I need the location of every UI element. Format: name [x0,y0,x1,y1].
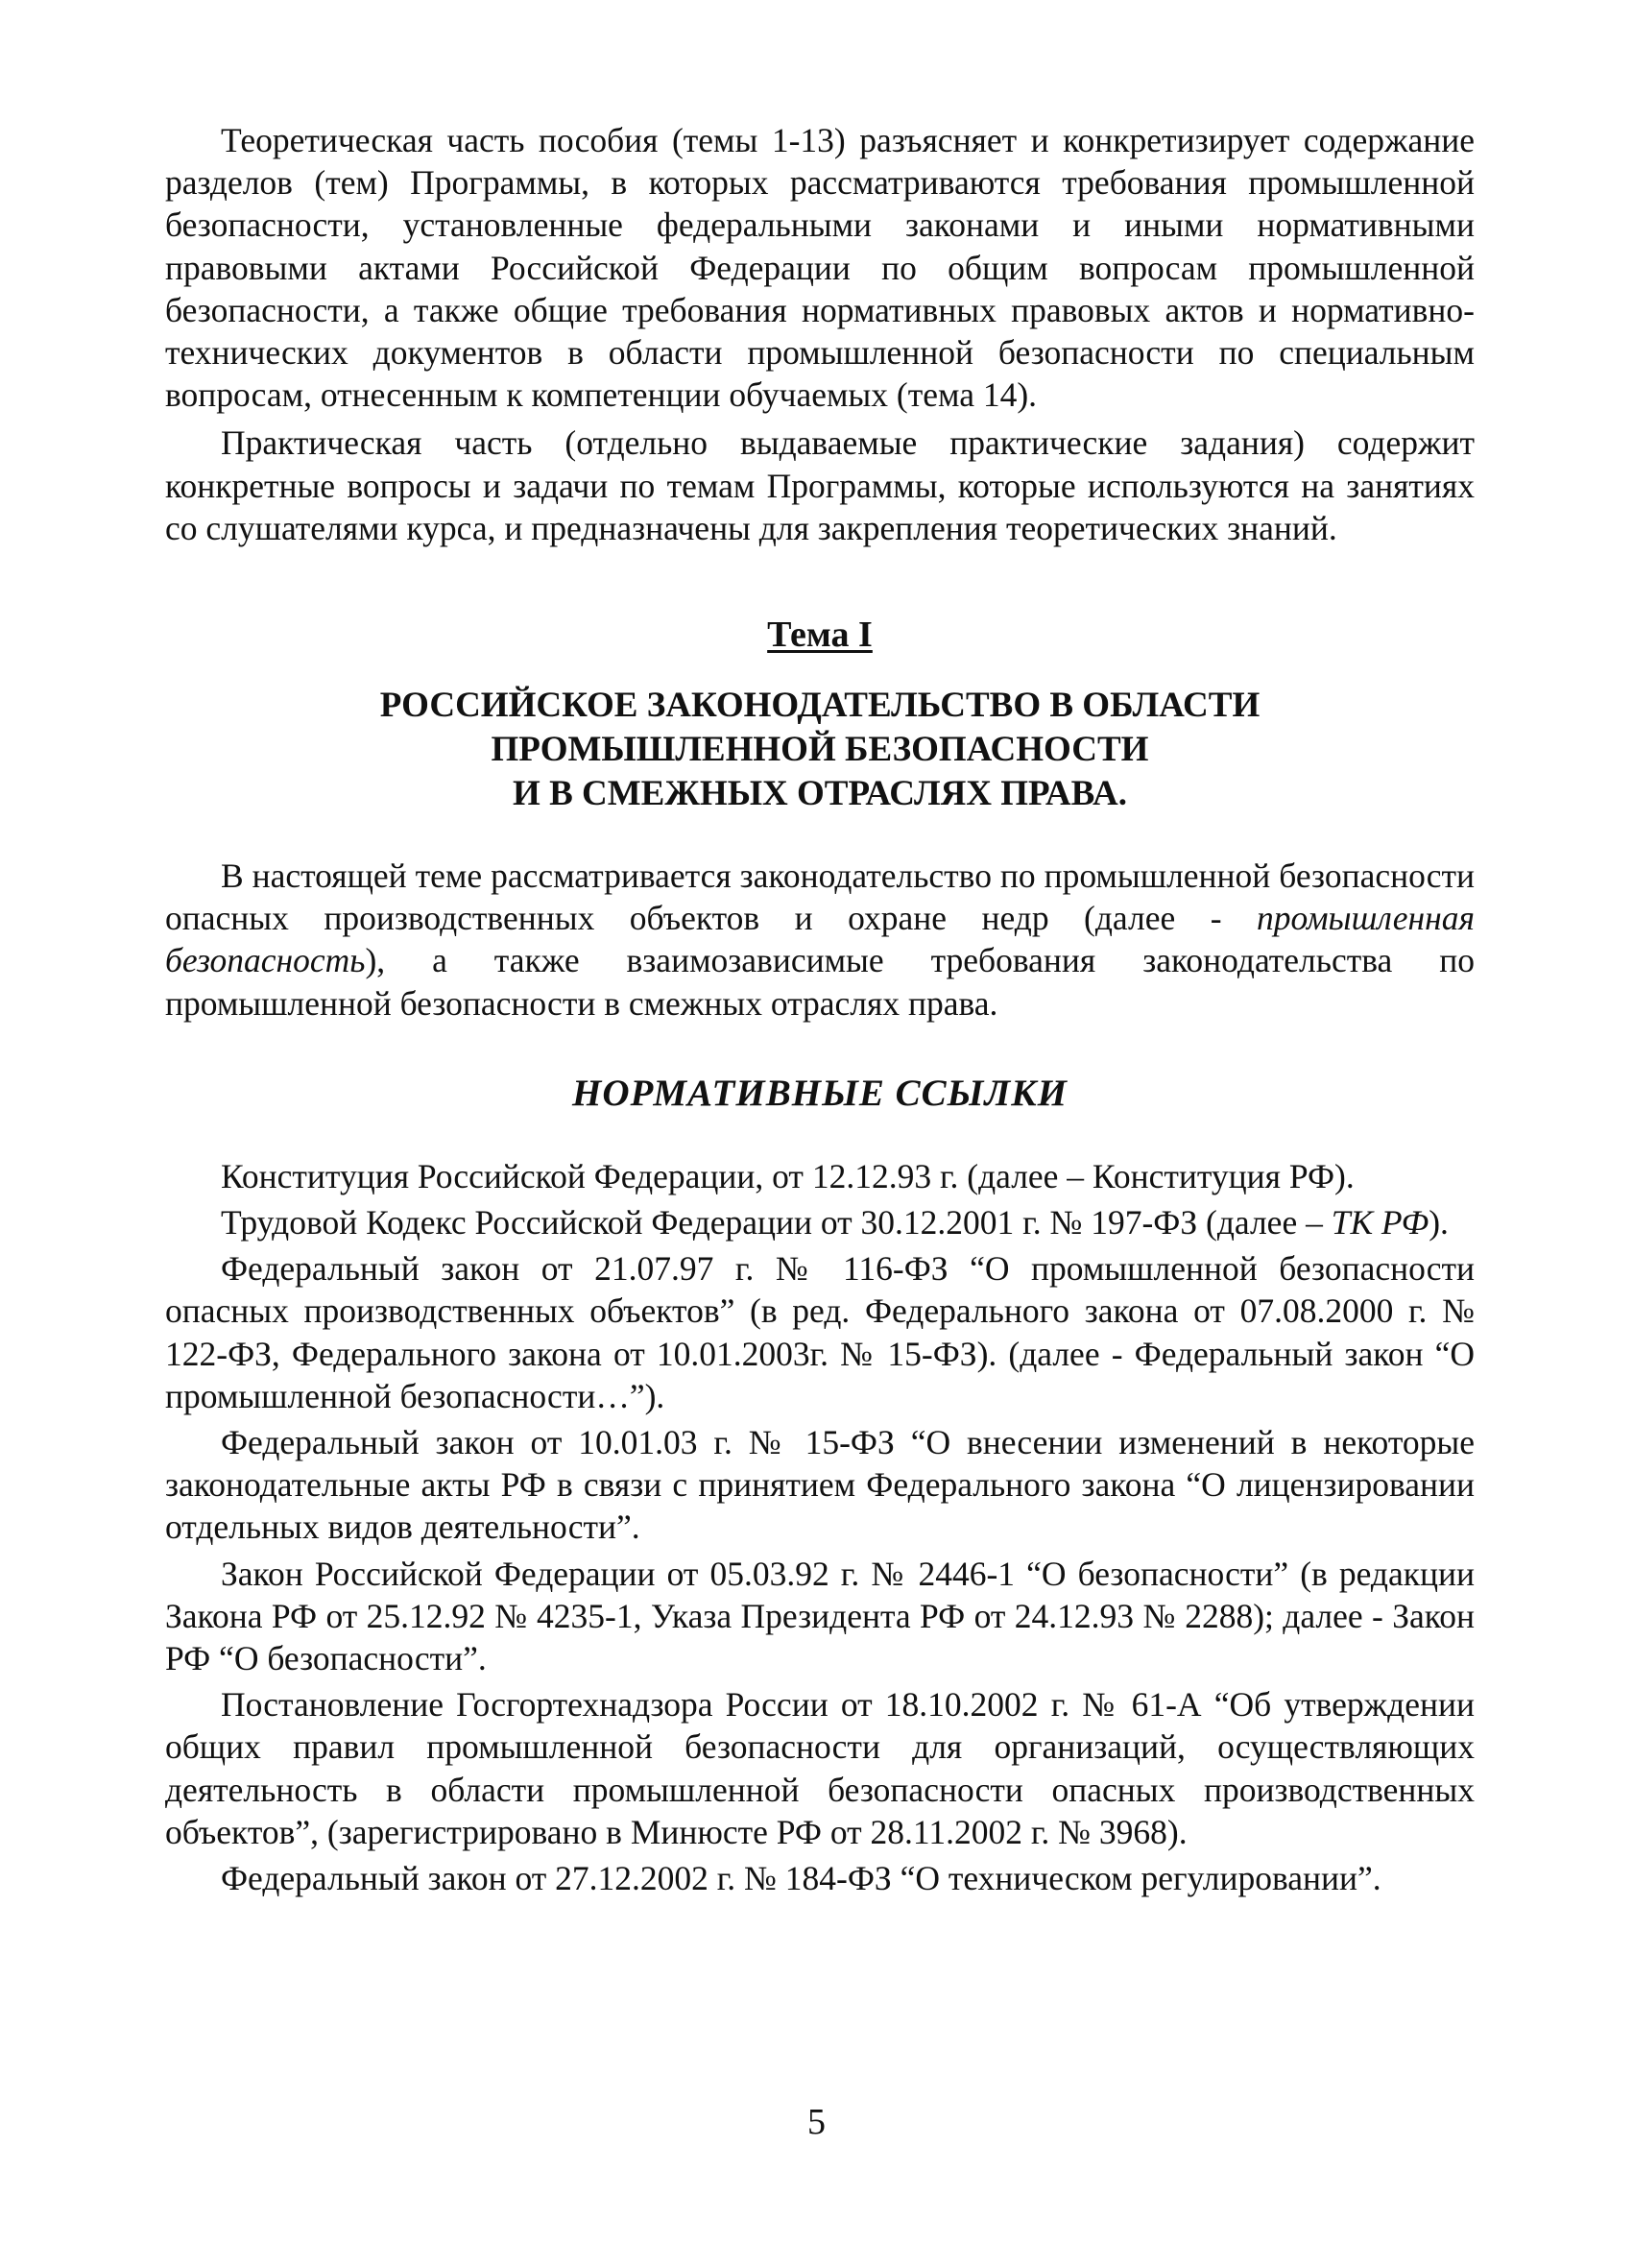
page-content [165,119,1475,1899]
references-heading: НОРМАТИВНЫЕ ССЫЛКИ [572,1072,1068,1114]
reference-item: Федеральный закон от 21.07.97 г. № 116-ФЗ “О промышленной безопасности опасных производственных объектов” (в ред. Федерального закона от 07.08.2000 г. № 122-ФЗ, Федерального закона от 10.01.2003г. № 15-ФЗ). (далее - Федеральный закон “О промышленной безопасности…”). [165,1249,1475,1415]
theme-title-line: РОССИЙСКОЕ ЗАКОНОДАТЕЛЬСТВО В ОБЛАСТИ [379,686,1261,726]
intro-section [165,119,1475,549]
theme-label: Тема I [767,615,873,656]
reference-text: ). [1429,1203,1449,1243]
references-list [165,1155,1475,1899]
theme-title-line: ПРОМЫШЛЕННОЙ БЕЗОПАСНОСТИ [491,730,1149,770]
theme-intro-text: В настоящей теме рассматривается законодательство по промышленной безопасности опасных производственных объектов и охране недр (далее - [165,857,1475,938]
theme-title-line: И В СМЕЖНЫХ ОТРАСЛЯХ ПРАВА. [513,774,1127,814]
reference-item: Федеральный закон от 10.01.03 г. № 15-ФЗ “О внесении изменений в некоторые законодательные акты РФ в связи с принятием Федерального закона “О лицензировании отдельных видов деятельности”. [165,1423,1475,1547]
theme-intro-paragraph [165,855,1475,1025]
page-number: 5 [807,2102,826,2142]
reference-item [165,1201,1475,1243]
reference-abbreviation: ТК РФ [1331,1203,1429,1243]
theme-intro-term: промышленная безопасность [165,899,1475,980]
intro-paragraph-practice: Практическая часть (отдельно выдаваемые практические задания) содержит конкретные вопросы и задачи по темам Программы, которые используются на занятиях со слушателями курса, и предназначены для закрепления теоретических знаний. [165,423,1475,547]
reference-item: Конституция Российской Федерации, от 12.12.93 г. (далее – Конституция РФ). [221,1156,1355,1195]
reference-text: Трудовой Кодекс Российской Федерации от 30.12.2001 г. № 197-ФЗ (далее – [221,1203,1332,1243]
theme-title [165,684,1475,816]
reference-item: Закон Российской Федерации от 05.03.92 г. № 2446-1 “О безопасности” (в редакции Закона РФ от 25.12.92 № 4235-1, Указа Президента РФ от 24.12.93 № 2288); далее - Закон РФ “О безопасности”. [165,1554,1475,1678]
theme-intro-text: ), а также взаимозависимые требования законодательства по промышленной безопасности в смежных отраслях права. [165,941,1475,1023]
reference-item: Постановление Госгортехнадзора России от 18.10.2002 г. № 61-А “Об утверждении общих правил промышленной безопасности для организаций, осуществляющих деятельность в области промышленной безопасности опасных производственных объектов”, (зарегистрировано в Минюсте РФ от 28.11.2002 г. № 3968). [165,1685,1475,1851]
reference-item: Федеральный закон от 27.12.2002 г. № 184-ФЗ “О техническом регулировании”. [221,1859,1381,1898]
intro-paragraph-theory: Теоретическая часть пособия (темы 1-13) разъясняет и конкретизирует содержание разделов (тем) Программы, в которых рассматриваются требования промышленной безопасности, установленные федеральными законами и иными нормативными правовыми актами Российской Федерации по общим вопросам промышленной безопасности, а также общие требования нормативных правовых актов и нормативно-технических документов в области промышленной безопасности по специальным вопросам, отнесенным к компетенции обучаемых (тема 14). [165,121,1475,415]
